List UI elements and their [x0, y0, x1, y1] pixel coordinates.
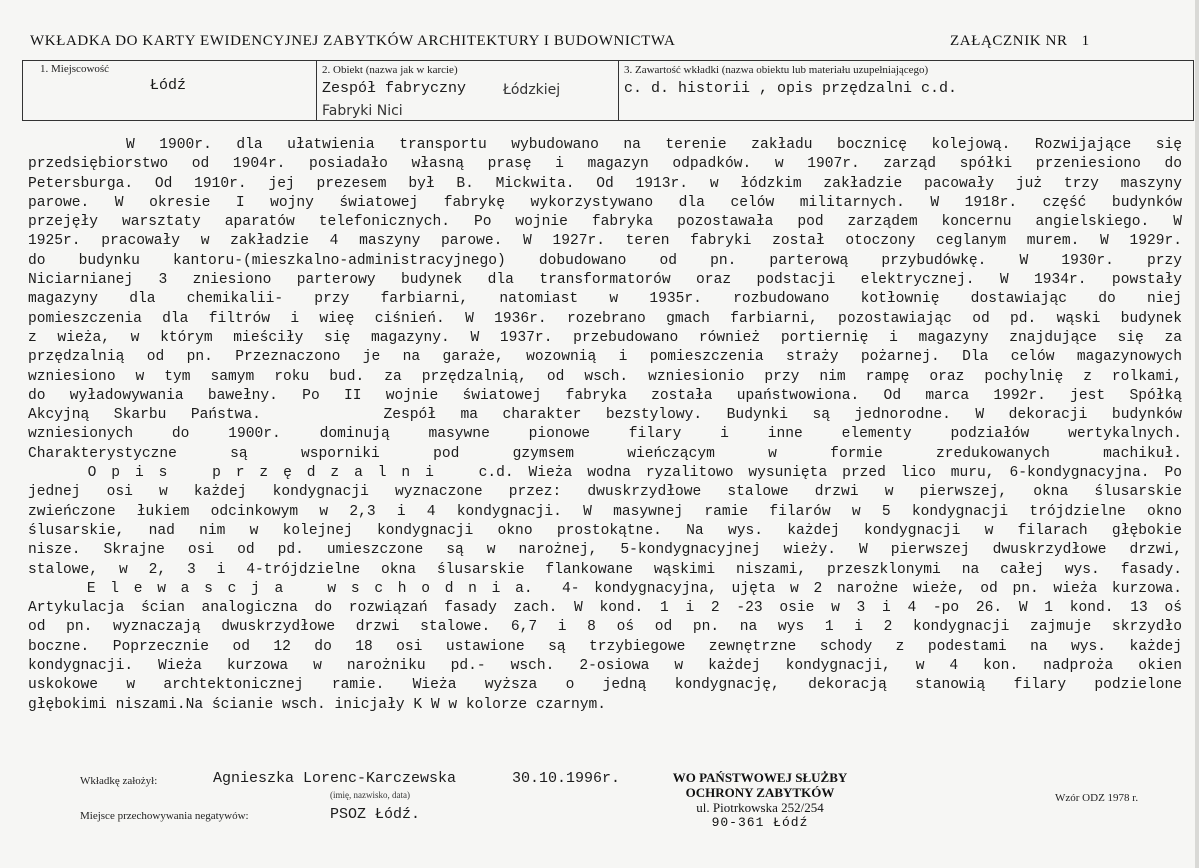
author-hint: (imię, nazwisko, data) [330, 790, 410, 800]
author-label: Wkładkę założył: [80, 775, 158, 787]
body-line: nisze. Skrajne osi od pd. umieszczone są w narożnej, 5-kondygnacyjnej wieży. W pierwszej dwuskrzydłowe drzwi, [28, 542, 1182, 559]
body-line: Artykulacja ścian analogiczna do rozwiązań fasady zach. W kond. 1 i 2 -23 osie w 3 i 4 -po 26. W 1 kond. 13 oś [28, 600, 1182, 617]
body-line: zwieńczone łukiem odcinkowym w 2,3 i 4 kondygnacji. W masywnej ramie filarów w 5 kondygnacji trójdzielne okno [28, 503, 1182, 520]
body-line: kondygnacji. Wieża kurzowa w narożniku pd.- wsch. 2-osiowa w każdej kondygnacji, w 4 kon. nadproża okien [28, 658, 1182, 675]
entry-date: 30.10.1996r. [512, 770, 621, 787]
fields-divider-left [22, 60, 23, 121]
fields-divider-right [1193, 60, 1194, 121]
body-line: parowe. W okresie I wojny światowej fabrykę wykorzystywano dla celów militarnych. W 1918r. część budynków [28, 194, 1182, 211]
body-line: z wieża, w którym mieściły się magazyny. W 1937r. przebudowano również portiernię i magazyny znajdujące się za [28, 329, 1182, 346]
body-line: E l e w a s c j a w s c h o d n i a. 4- kondygnacyjna, ujęta w 2 narożne wieże, od pn. wieża kurzowa. [28, 580, 1182, 597]
body-line: O p i s p r z ę d z a l n i c.d. Wieża wodna ryzalitowo wysunięta przed lico muru, 6-kondygnacyjna. Po [28, 465, 1182, 482]
body-line: przędzalnią od pn. Przeznaczono je na garaże, wozownią i pomieszczenia straży pożarnej. Dla celów magazynowych [28, 349, 1182, 366]
stamp-line-2: OCHRONY ZABYTKÓW [685, 785, 835, 800]
storage-label: Miejsce przechowywania negatywów: [80, 810, 249, 822]
body-line: od pn. wyznaczają dwuskrzydłowe drzwi stalowe. 6,7 i 8 oś od pn. na wys 1 i 2 kondygnacji zajmuje skrzydło [28, 619, 1182, 636]
locality-label: 1. Miejscowość [40, 63, 110, 75]
form-template-note: Wzór ODZ 1978 r. [1055, 792, 1139, 804]
description-body [28, 136, 1182, 715]
body-line: Niciarnianej 3 zniesiono parterowy budynek dla transformatorów oraz podstacji elektrycznej. W 1934r. powstały [28, 272, 1182, 289]
annex-label: ZAŁĄCZNIK NR [950, 33, 1068, 49]
storage-value: PSOZ Łódź. [330, 806, 421, 823]
fields-divider-2 [618, 60, 619, 121]
body-line: Akcyjną Skarbu Państwa. Zespół ma charakter bezstylowy. Budynki są jednorodne. W dekoracji budynków [28, 407, 1182, 424]
form-title: WKŁADKA DO KARTY EWIDENCYJNEJ ZABYTKÓW ARCHITEKTURY I BUDOWNICTWA [30, 33, 676, 49]
body-line: 1925r. pracowały w zakładzie 4 maszyny parowe. W 1927r. teren fabryki został otoczony ceglanym murem. W 1929r. [28, 233, 1182, 250]
body-line: do wyładowywania bawełny. Po II wojnie światowej fabryka została upaństwowiona. Od marca 1992r. jest Spółką [28, 387, 1182, 404]
stamp-line-4: 90-361 Łódź [711, 815, 809, 830]
body-line: magazyny dla chemikalii- przy farbiarni, natomiast w 1935r. rozbudowano kotłownię dostawiając do niej [28, 291, 1182, 308]
stamp-line-3: ul. Piotrkowska 252/254 [696, 800, 824, 815]
body-line: Charakterystyczne są wsporniki pod gzymsem wieńczącym w formie zredukowanych machikuł. [28, 445, 1182, 462]
body-line: do budynku kantoru-(mieszkalno-administracyjnego) dobudowano od pn. parterową przybudówkę. W 1930r. przy [28, 252, 1182, 269]
body-line: przejęły warsztaty aparatów telefonicznych. Po wojnie fabryka pozostawała pod zarządem koncernu angielskiego. W [28, 214, 1182, 231]
object-value: Zespół fabryczny [322, 80, 467, 97]
body-line: jednej osi w każdej kondygnacji wyznaczone przez: dwuskrzydłowe stalowe drzwi w pierwszej, okna ślusarskie [28, 484, 1182, 501]
body-line: boczne. Poprzecznie od 12 do 18 osi ustawione są trzybiegowe zewnętrzne schody z podestami na wys. każdej [28, 638, 1182, 655]
locality-value: Łódź [150, 77, 187, 94]
body-line: uskokowe w archtektonicznej ramie. Wieża wyższa o jedną kondygnację, dekoracją stanowią filary podzielone [28, 677, 1182, 694]
annex-number: 1 [1081, 33, 1090, 49]
body-line: Petersburga. Od 1910r. jej prezesem był B. Mickwita. Od 1913r. w łódzkim zakładzie pacowały już trzy maszyny [28, 175, 1182, 192]
body-line: wzniesionych do 1900r. dominują masywne pionowe filary i inne elementy podziałów wertykalnych. [28, 426, 1182, 443]
body-line: ślusarskie, nad nim w kolejnej kondygnacji okno prostokątne. Na wys. każdej kondygnacji w filarach głębokie [28, 522, 1182, 539]
fields-bottom-rule [22, 120, 1194, 121]
object-handwritten-1: Łódzkiej [503, 82, 561, 98]
object-handwritten-2: Fabryki Nici [322, 103, 403, 119]
content-value: c. d. historii , opis przędzalni c.d. [624, 80, 958, 97]
author-name: Agnieszka Lorenc-Karczewska [213, 770, 457, 787]
body-line: stalowe, w 2, 3 i 4-trójdzielne okna ślusarskie flankowane wąskimi niszami, przeszklonymi na całej wys. fasady. [28, 561, 1182, 578]
content-label: 3. Zawartość wkładki (nazwa obiektu lub materiału uzupełniającego) [624, 64, 929, 76]
fields-top-rule [22, 60, 1194, 61]
body-line: przedsiębiorstwo od 1904r. posiadało własną prasę i magazyn odpadków. w 1907r. zarząd spółki przeniesiono do [28, 156, 1182, 173]
annex-heading [950, 33, 1090, 50]
body-line: wzniesiono w tym samym roku bud. za przędzalnią, od wsch. wzniesionio przy nim rampę oraz pochylnię z rolkami, [28, 368, 1182, 385]
card-edge [1195, 0, 1199, 868]
body-line: W 1900r. dla ułatwienia transportu wybudowano na terenie zakładu bocznicę kolejową. Rozwijające się [28, 137, 1182, 153]
body-line: pomieszczenia dla filtrów i wieę ciśnień. W 1936r. rozebrano gmach farbiarni, pozostawiając od pd. wąski budynek [28, 310, 1182, 327]
stamp-line-1: WO PAŃSTWOWEJ SŁUŻBY [672, 770, 848, 785]
fields-divider-1 [316, 60, 317, 121]
object-label: 2. Obiekt (nazwa jak w karcie) [322, 64, 458, 76]
body-line: głębokimi niszami.Na ścianie wsch. inicjały K W w kolorze czarnym. [28, 696, 607, 713]
office-stamp [660, 770, 860, 831]
